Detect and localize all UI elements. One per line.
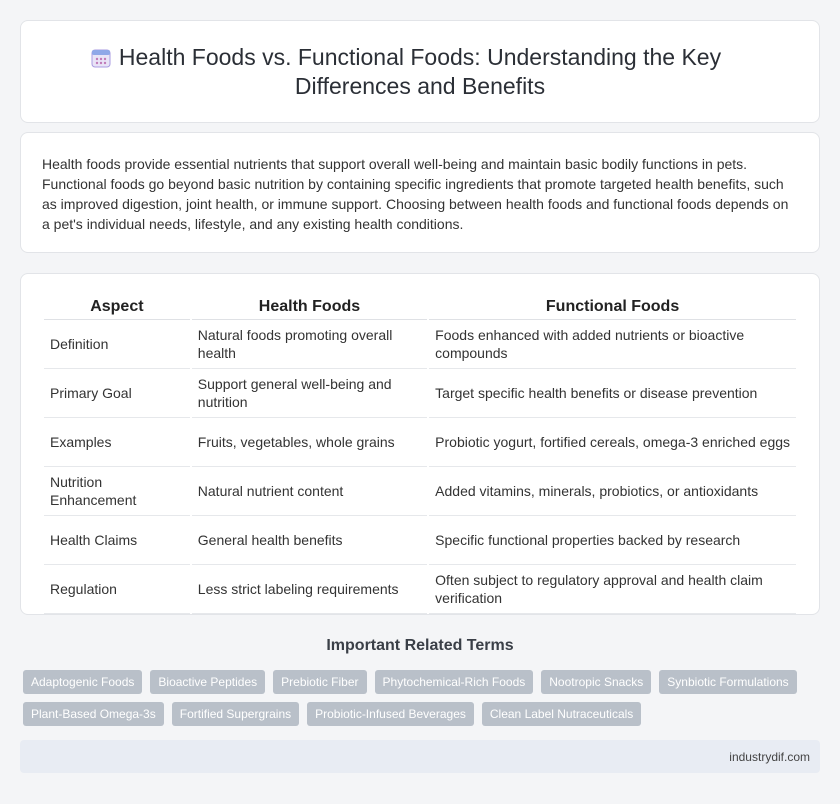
table-cell: General health benefits bbox=[192, 516, 427, 565]
footer-site-name: industrydif.com bbox=[729, 749, 810, 764]
table-cell: Natural foods promoting overall health bbox=[192, 320, 427, 369]
footer bbox=[20, 740, 820, 773]
table-cell: Natural nutrient content bbox=[192, 467, 427, 516]
table-cell: Often subject to regulatory approval and health claim verification bbox=[429, 565, 796, 614]
table-cell: Examples bbox=[44, 418, 190, 467]
page-title: Health Foods vs. Functional Foods: Understanding the Key Differences and Benefits bbox=[118, 43, 722, 99]
table-row bbox=[44, 320, 796, 369]
column-header-aspect: Aspect bbox=[44, 296, 190, 320]
header-card bbox=[20, 20, 820, 123]
column-header-health-foods: Health Foods bbox=[192, 296, 427, 320]
related-term-tag[interactable]: Adaptogenic Foods bbox=[23, 670, 142, 694]
related-term-tag[interactable]: Bioactive Peptides bbox=[150, 670, 265, 694]
intro-card bbox=[20, 132, 820, 253]
related-terms-heading: Important Related Terms bbox=[326, 637, 514, 654]
table-cell: Health Claims bbox=[44, 516, 190, 565]
related-terms-tags bbox=[23, 670, 823, 726]
related-term-tag[interactable]: Fortified Supergrains bbox=[172, 702, 299, 726]
table-row bbox=[44, 418, 796, 467]
comparison-card bbox=[20, 273, 820, 615]
related-term-tag[interactable]: Plant-Based Omega-3s bbox=[23, 702, 164, 726]
related-term-tag[interactable]: Nootropic Snacks bbox=[541, 670, 651, 694]
related-term-tag[interactable]: Clean Label Nutraceuticals bbox=[482, 702, 641, 726]
table-cell: Specific functional properties backed by research bbox=[429, 516, 796, 565]
table-cell: Target specific health benefits or disease prevention bbox=[429, 369, 796, 418]
table-cell: Nutrition Enhancement bbox=[44, 467, 190, 516]
table-cell: Fruits, vegetables, whole grains bbox=[192, 418, 427, 467]
table-cell: Primary Goal bbox=[44, 369, 190, 418]
comparison-table bbox=[42, 296, 798, 614]
table-row bbox=[44, 565, 796, 614]
related-term-tag[interactable]: Prebiotic Fiber bbox=[273, 670, 366, 694]
related-term-tag[interactable]: Synbiotic Formulations bbox=[659, 670, 796, 694]
related-term-tag[interactable]: Probiotic-Infused Beverages bbox=[307, 702, 474, 726]
related-term-tag[interactable]: Phytochemical-Rich Foods bbox=[375, 670, 534, 694]
table-row bbox=[44, 516, 796, 565]
table-cell: Support general well-being and nutrition bbox=[192, 369, 427, 418]
column-header-functional-foods: Functional Foods bbox=[429, 296, 796, 320]
table-cell: Less strict labeling requirements bbox=[192, 565, 427, 614]
table-cell: Regulation bbox=[44, 565, 190, 614]
table-cell: Foods enhanced with added nutrients or bioactive compounds bbox=[429, 320, 796, 369]
table-cell: Added vitamins, minerals, probiotics, or antioxidants bbox=[429, 467, 796, 516]
intro-paragraph: Health foods provide essential nutrients that support overall well-being and maintain basic bodily functions in pets. Functional foods go beyond basic nutrition by containing specific ingredients that promote targeted health benefits, such as improved digestion, joint health, or immune support. Choosing between health foods and functional foods depends on a pet's individual needs, lifestyle, and any existing health conditions. bbox=[42, 156, 789, 232]
table-header-row bbox=[44, 296, 796, 320]
table-cell: Definition bbox=[44, 320, 190, 369]
table-row bbox=[44, 467, 796, 516]
table-row bbox=[44, 369, 796, 418]
table-cell: Probiotic yogurt, fortified cereals, omega-3 enriched eggs bbox=[429, 418, 796, 467]
